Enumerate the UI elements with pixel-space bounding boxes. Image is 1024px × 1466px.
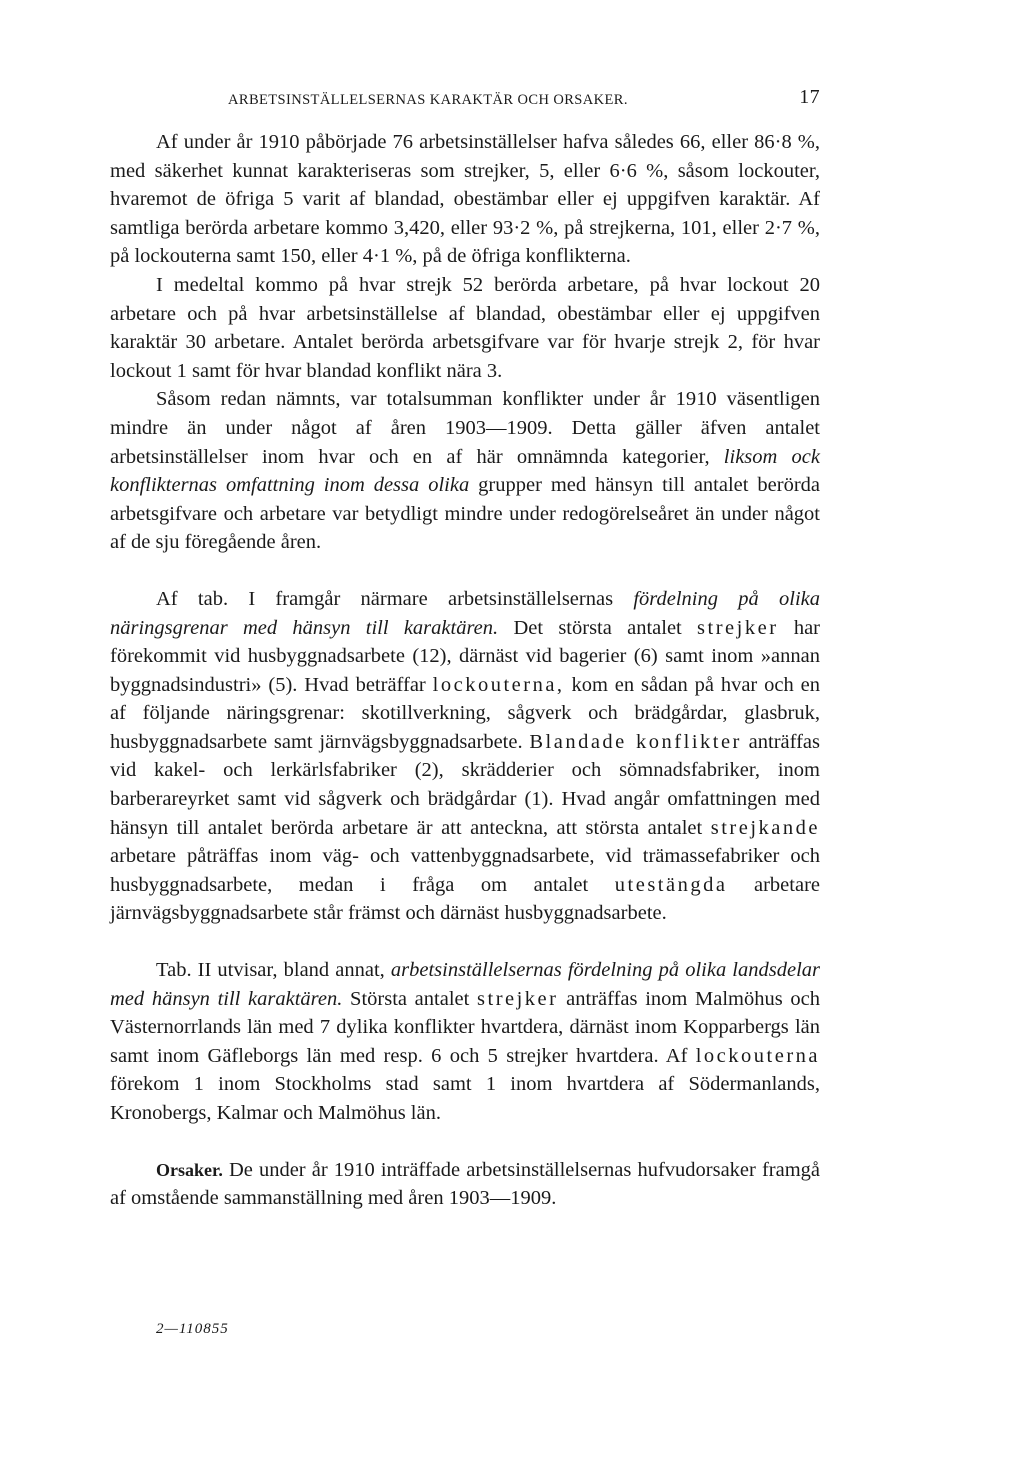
running-header: [228, 86, 820, 116]
text-run: Tab. II utvisar, bland annat,: [156, 959, 391, 982]
text-run: grupper med hänsyn till antalet berörda arbetsgifvare och arbetare var betydligt mindre under redogörelseåret än under något af de sju föregående åren.: [110, 474, 821, 554]
text-run: Af under år 1910 påbörjade 76 arbetsinställelser hafva således 66, eller 86·8 %, med säkerhet kunnat karakteriseras som strejker, 5, eller 6·6 %, såsom lockouter, hvaremot de öfriga 5 varit af blandad, obestämbar eller ej uppgifven karaktär. Af samtliga berörda arbetare kommo 3,420, eller 93·2 %, på strejkerna, 101, eller 2·7 %, på lockouterna samt 150, eller 4·1 %, på de öfriga konflikterna.: [110, 131, 820, 268]
spaced-run: strejker: [477, 987, 559, 1010]
paragraph-gap: [110, 557, 820, 585]
body-text: [110, 128, 820, 1213]
text-run: kom en sådan på hvar och en af följande näringsgrenar: skotillverkning, sågverk och brädgårdar, glasbruk, husbyggnadsarbete samt järnvägsbyggnadsarbete.: [110, 673, 820, 753]
paragraph-totals-comparison: [110, 385, 820, 557]
page-number: 17: [799, 86, 820, 108]
paragraph-industries: [110, 585, 820, 928]
text-run: förekom 1 inom Stockholms stad samt 1 inom hvartdera af Södermanlands, Kronobergs, Kalmar och Malmöhus län.: [110, 1073, 820, 1124]
paragraph-causes: [110, 1156, 820, 1213]
spaced-run: utestängda: [614, 873, 728, 896]
text-run: anträffas inom Malmöhus och Västernorrlands län med 7 dylika konflikter hvartdera, därnäst inom Kopparbergs län samt inom Gäfleborgs län med resp. 6 och 5 strejker hvartdera. Af: [110, 987, 820, 1067]
side-label: Orsaker.: [156, 1159, 223, 1180]
spaced-run: Blandade konflikter: [529, 730, 742, 753]
italic-run: arbetsinställelsernas fördelning på olika landsdelar med hänsyn till karaktären.: [110, 959, 820, 1010]
text-run: De under år 1910 inträffade arbetsinställelsernas hufvudorsaker framgå af omstående sammanställning med åren 1903—1909.: [110, 1158, 820, 1210]
spaced-run: lockouterna: [695, 1044, 820, 1067]
italic-run: liksom ock konflikternas omfattning inom dessa olika: [110, 445, 820, 497]
paragraph-averages: [110, 271, 820, 385]
text-run: arbetare järnvägsbyggnadsarbete står främst och därnäst husbyggnadsarbete.: [110, 873, 820, 925]
paragraph-gap: [110, 1128, 820, 1156]
text-run: anträffas vid kakel- och lerkärlsfabriker (2), skrädderier och sömnadsfabriker, inom barberareyrket samt vid sågverk och brädgårdar (1). Hvad angår omfattningen med hänsyn till antalet berörda arbetare är att anteckna, att största antalet: [110, 730, 820, 839]
spaced-run: strejkande: [710, 816, 820, 839]
header-title: ARBETSINSTÄLLELSERNAS KARAKTÄR OCH ORSAKER.: [228, 92, 628, 108]
text-run: I medeltal kommo på hvar strejk 52 berörda arbetare, på hvar lockout 20 arbetare och på hvar arbetsinställelse af blandad, obestämbar eller ej uppgifven karaktär 30 arbetare. Antalet berörda arbetsgifvare var för hvarje strejk 2, för hvar lockout 1 samt för hvar blandad konflikt nära 3.: [110, 273, 820, 382]
text-run: har förekommit vid husbyggnadsarbete (12), därnäst vid bagerier (6) samt inom »annan byggnadsindustri» (5). Hvad beträffar: [110, 616, 820, 696]
paragraph-gap: [110, 928, 820, 956]
italic-run: fördelning på olika näringsgrenar med hänsyn till karaktären.: [110, 587, 820, 639]
text-run: Af tab. I framgår närmare arbetsinställelsernas: [156, 587, 634, 610]
text-run: arbetare påträffas inom väg- och vattenbyggnadsarbete, vid trämassefabriker och husbyggnadsarbete, medan i fråga om antalet: [110, 845, 820, 896]
text-run: Största antalet: [342, 987, 478, 1010]
paragraph-strike-summary: [110, 128, 820, 271]
spaced-run: lockouterna,: [432, 673, 565, 696]
paragraph-regions: [110, 956, 820, 1128]
text-run: Såsom redan nämnts, var totalsumman konflikter under år 1910 väsentligen mindre än under något af åren 1903—1909. Detta gäller äfven antalet arbetsinställelser inom hvar och en af här omnämnda kategorier,: [110, 388, 820, 468]
signature-mark: 2—110855: [156, 1321, 229, 1337]
text-run: Det största antalet: [498, 616, 698, 639]
spaced-run: strejker: [697, 616, 779, 639]
